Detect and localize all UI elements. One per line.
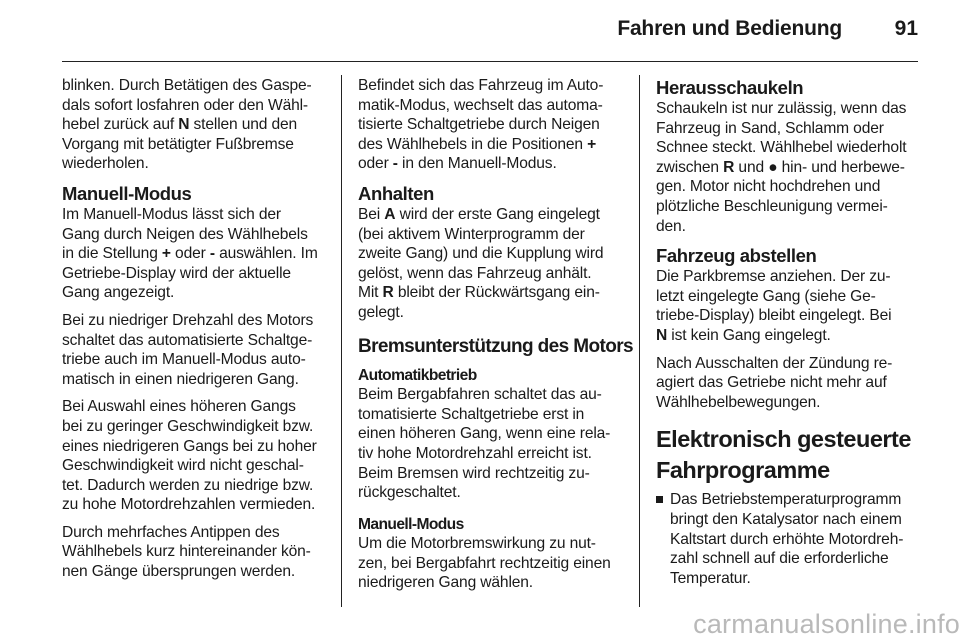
text-line: schaltet das automatisierte Schaltge- [62, 331, 313, 349]
text-line: Bei A wird der erste Gang eingelegt [358, 205, 600, 223]
text-line: Temperatur. [670, 569, 751, 587]
text-line: nen Gänge übersprungen werden. [62, 563, 296, 581]
watermark: carmanualsonline.info [693, 609, 960, 639]
paragraph [62, 311, 334, 389]
text-line: Bei Auswahl eines höheren Gangs [62, 398, 296, 416]
paragraph [358, 205, 634, 323]
text-line: matisch in einen niedrigeren Gang. [62, 370, 299, 388]
text-line: tomatisierte Schaltgetriebe erst in [358, 405, 585, 423]
text-line: Fahrzeug in Sand, Schlamm oder [656, 119, 884, 137]
text-line: einen höheren Gang, wenn eine rela- [358, 425, 611, 443]
text-line: Im Manuell-Modus lässt sich der [62, 205, 281, 223]
text-line: triebe-Display) bleibt eingelegt. Bei [656, 307, 892, 325]
chapter-heading [656, 424, 918, 486]
text-line: Fahrprogramme [656, 457, 830, 484]
key-symbol: + [161, 245, 171, 263]
text-line: den. [656, 217, 686, 235]
text-line: Schnee steckt. Wählhebel wiederholt [656, 139, 907, 157]
text-line: Beim Bergabfahren schaltet das au- [358, 386, 602, 404]
bullet-square-icon [656, 496, 663, 503]
text-line: eines niedrigeren Gangs bei zu hoher [62, 437, 317, 455]
text-line: zen, bei Bergabfahrt rechtzeitig einen [358, 554, 611, 572]
key-symbol: R [382, 284, 394, 302]
paragraph [62, 76, 334, 174]
text-line: Gang durch Neigen des Wählhebels [62, 225, 308, 243]
paragraph [656, 354, 918, 413]
text-line: Um die Motorbremswirkung zu nut- [358, 535, 596, 553]
text-line: Gang angezeigt. [62, 284, 175, 302]
paragraph [656, 267, 918, 345]
key-symbol: N [178, 116, 190, 134]
text-line: hebel zurück auf N stellen und den [62, 116, 298, 134]
text-line: tiv hohe Motordrehzahl erreicht ist. [358, 444, 592, 462]
paragraph [358, 76, 634, 174]
text-line: zu hohe Motordrehzahlen vermieden. [62, 496, 316, 514]
text-line: Durch mehrfaches Antippen des [62, 523, 280, 541]
text-line: letzt eingelegte Gang (siehe Ge- [656, 287, 876, 305]
text-line: agiert das Getriebe nicht mehr auf [656, 374, 887, 392]
text-line: Schaukeln ist nur zulässig, wenn das [656, 100, 907, 117]
paragraph [358, 385, 634, 503]
column-divider-1 [341, 75, 342, 607]
section-heading: Manuell-Modus [62, 182, 192, 204]
key-symbol: + [587, 135, 597, 153]
text-line: Nach Ausschalten der Zündung re- [656, 354, 893, 372]
paragraph [358, 534, 634, 593]
text-line: des Wählhebels in die Positionen + [358, 135, 597, 153]
key-symbol: A [384, 205, 396, 223]
column-1 [62, 76, 334, 590]
text-line: bei zu geringer Geschwindigkeit bzw. [62, 417, 314, 435]
text-line: Geschwindigkeit wird nicht geschal- [62, 457, 304, 475]
key-symbol: R [723, 158, 735, 176]
text-line: gen. Motor nicht hochdrehen und [656, 178, 881, 196]
subsection-heading: Automatikbetrieb [358, 366, 477, 384]
text-line: Beim Bremsen wird rechtzeitig zu- [358, 464, 590, 482]
text-line: Wählhebelbewegungen. [656, 393, 821, 411]
text-line: matik-Modus, wechselt das automa- [358, 96, 603, 114]
list-item [656, 490, 918, 588]
key-symbol: - [392, 155, 398, 173]
section-heading: Bremsunterstützung des Motors [358, 335, 634, 357]
text-line: zahl schnell auf die erforderliche [670, 550, 889, 568]
paragraph [62, 523, 334, 582]
text-line: in die Stellung + oder - auswählen. Im [62, 245, 318, 263]
text-line: (bei aktivem Winterprogramm der [358, 225, 585, 243]
text-line: tet. Dadurch werden zu niedrige bzw. [62, 476, 314, 494]
text-line: Wählhebels kurz hintereinander kön- [62, 543, 311, 561]
text-line: plötzliche Beschleunigung vermei- [656, 197, 888, 215]
column-2 [358, 76, 634, 601]
text-line: Mit R bleibt der Rückwärtsgang ein- [358, 284, 600, 302]
key-symbol: ● [768, 158, 778, 176]
section-heading: Fahrzeug abstellen [656, 245, 817, 267]
text-line: zweite Gang) und die Kupplung wird [358, 245, 604, 263]
text-line: Elektronisch gesteuerte [656, 426, 911, 453]
text-line: Befindet sich das Fahrzeug im Auto- [358, 77, 604, 94]
text-line: Vorgang mit betätigter Fußbremse [62, 135, 294, 153]
subsection-heading: Manuell-Modus [358, 515, 464, 533]
paragraph [656, 99, 918, 236]
text-line: niedrigeren Gang wählen. [358, 574, 533, 592]
text-line: triebe auch im Manuell-Modus auto- [62, 351, 306, 369]
text-line: Die Parkbremse anziehen. Der zu- [656, 268, 891, 286]
key-symbol: N [656, 326, 668, 344]
header-divider [62, 61, 918, 62]
text-line: gelöst, wenn das Fahrzeug anhält. [358, 264, 592, 282]
text-line: oder - in den Manuell-Modus. [358, 155, 557, 173]
text-line: bringt den Katalysator nach einem [670, 510, 902, 528]
page-title: Fahren und Bedienung [617, 17, 842, 40]
text-line: rückgeschaltet. [358, 484, 461, 502]
page-number: 91 [894, 17, 918, 40]
paragraph [62, 397, 334, 515]
text-line: zwischen R und ● hin- und herbewe- [656, 158, 905, 176]
column-divider-2 [639, 75, 640, 607]
column-3 [656, 76, 918, 588]
text-line: Kaltstart durch erhöhte Motordreh- [670, 530, 904, 548]
paragraph [62, 205, 334, 303]
text-line: wiederholen. [62, 155, 149, 173]
section-heading: Anhalten [358, 182, 434, 204]
text-line: Das Betriebstemperaturprogramm [670, 491, 902, 509]
text-line: gelegt. [358, 303, 404, 321]
text-line: N ist kein Gang eingelegt. [656, 326, 831, 344]
text-line: Getriebe-Display wird der aktuelle [62, 264, 291, 282]
text-line: tisierte Schaltgetriebe durch Neigen [358, 116, 600, 134]
text-line: blinken. Durch Betätigen des Gaspe- [62, 77, 312, 94]
text-line: dals sofort losfahren oder den Wähl- [62, 96, 308, 114]
section-heading: Herausschaukeln [656, 77, 804, 98]
key-symbol: - [209, 245, 215, 263]
text-line: Bei zu niedriger Drehzahl des Motors [62, 311, 314, 329]
list-item-text [670, 490, 918, 588]
